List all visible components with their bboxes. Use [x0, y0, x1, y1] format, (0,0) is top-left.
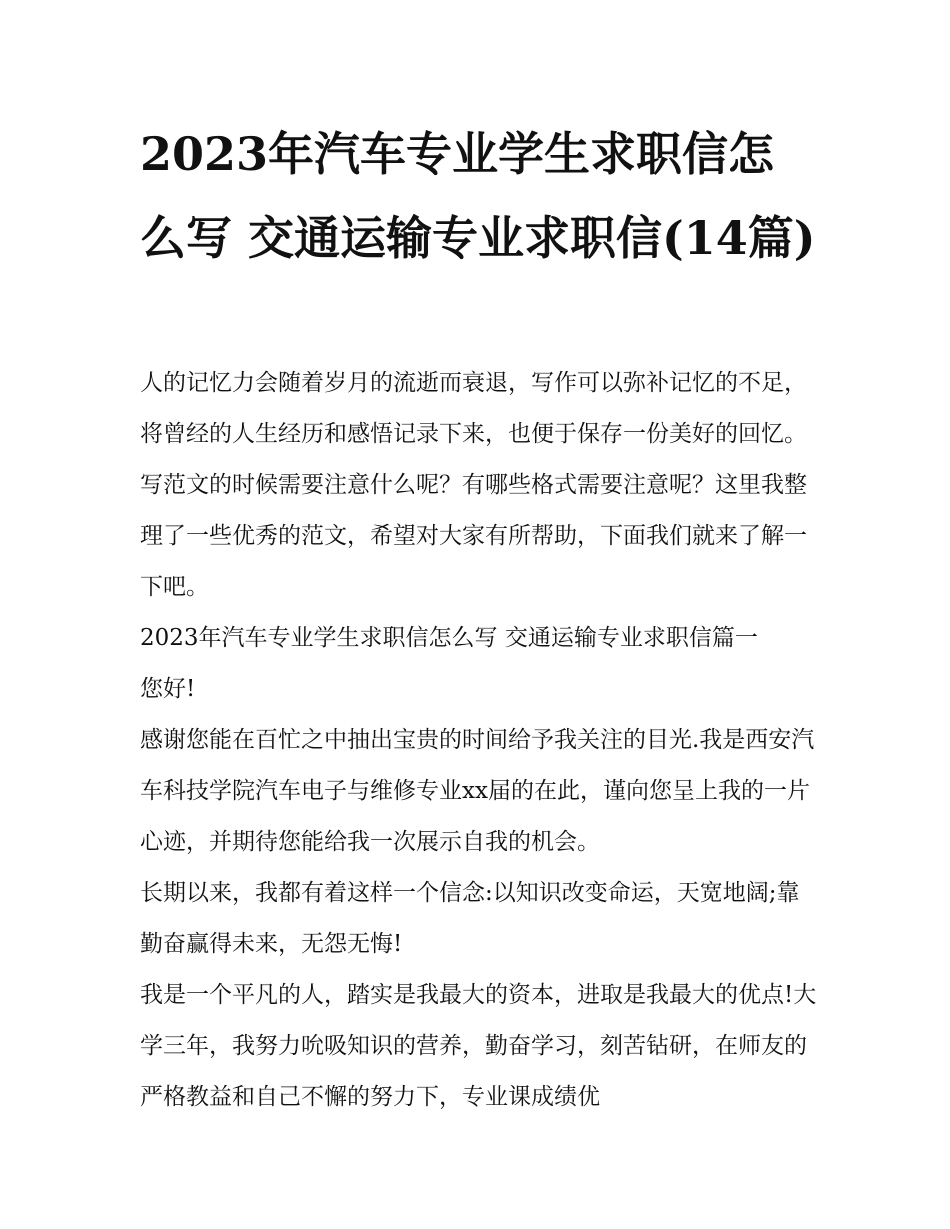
body-paragraph: 我是一个平凡的人，踏实是我最大的资本，进取是我最大的优点!大学三年，我努力吮吸知识的营养，勤奋学习，刻苦钻研，在师友的严格教益和自己不懈的努力下，专业课成绩优 — [140, 982, 817, 1110]
body-paragraph: 长期以来，我都有着这样一个信念:以知识改变命运，天宽地阔;靠勤奋赢得未来，无怨无悔! — [140, 880, 800, 957]
document-title: 2023年汽车专业学生求职信怎么写 交通运输专业求职信(14篇) — [140, 127, 816, 265]
intro-paragraph: 人的记忆力会随着岁月的流逝而衰退，写作可以弥补记忆的不足，将曾经的人生经历和感悟记录下来，也便于保存一份美好的回忆。写范文的时候需要注意什么呢？有哪些格式需要注意呢？这里我整理了一些优秀的范文，希望对大家有所帮助，下面我们就来了解一下吧。 — [140, 370, 807, 600]
body-paragraph: 感谢您能在百忙之中抽出宝贵的时间给予我关注的目光.我是西安汽车科技学院汽车电子与维修专业xx届的在此，谨向您呈上我的一片心迹，并期待您能给我一次展示自我的机会。 — [140, 727, 815, 855]
greeting-line: 您好! — [140, 676, 196, 702]
section-heading: 2023年汽车专业学生求职信怎么写 交通运输专业求职信篇一 — [140, 625, 758, 651]
document-body — [140, 358, 820, 1123]
